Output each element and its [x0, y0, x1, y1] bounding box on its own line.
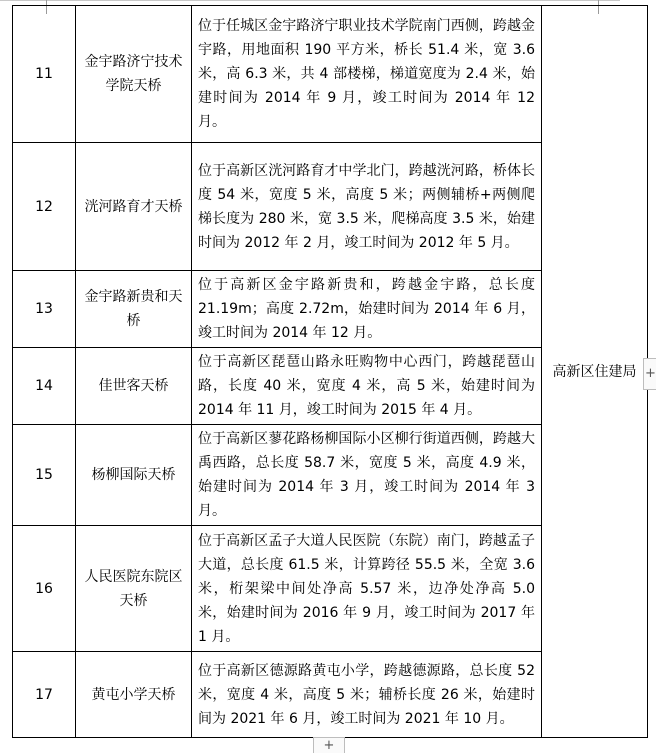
row-number: 11 [13, 6, 76, 143]
row-number: 16 [13, 526, 76, 652]
bridge-name: 金宇路新贵和天桥 [76, 271, 192, 348]
row-number: 13 [13, 271, 76, 348]
row-number: 12 [13, 143, 76, 271]
bridge-name: 杨柳国际天桥 [76, 425, 192, 526]
add-row-button[interactable]: + [313, 737, 345, 753]
footbridge-table [12, 5, 648, 738]
bridge-name: 洸河路育才天桥 [76, 143, 192, 271]
bridge-name: 佳世客天桥 [76, 348, 192, 425]
bridge-description: 位于高新区金宇路新贵和，跨越金宇路，总长度 21.19m；高度 2.72m，始建时间为 2014 年 6 月，竣工时间为 2014 年 12 月。 [192, 271, 542, 348]
row-number: 14 [13, 348, 76, 425]
bridge-description: 位于高新区洸河路育才中学北门，跨越洸河路，桥体长度 54 米，宽度 5 米，高度 5 米；两侧辅桥+两侧爬梯长度为 280 米，宽 3.5 米，爬梯高度 3.5 米，始建时间为 2012 年 2 月，竣工时间为 2012 年 5 月。 [192, 143, 542, 271]
bridge-description: 位于高新区孟子大道人民医院（东院）南门，跨越孟子大道，总长度 61.5 米，计算跨径 55.5 米，全宽 3.6 米，桁架梁中间处净高 5.57 米，边净处净高 5.0 米，始建时间为 2016 年 9 月，竣工时间为 2017 年 1 月。 [192, 526, 542, 652]
page-top-border [0, 0, 620, 1]
bridge-description: 位于高新区德源路黄屯小学，跨越德源路，总长度 52 米，宽度 4 米，高度 5 米；辅桥长度 26 米，始建时间为 2021 年 6 月，竣工时间为 2021 年 10 月。 [192, 652, 542, 738]
bridge-name: 人民医院东院区天桥 [76, 526, 192, 652]
row-number: 15 [13, 425, 76, 526]
bridge-name: 黄屯小学天桥 [76, 652, 192, 738]
table-row [13, 6, 648, 143]
row-number: 17 [13, 652, 76, 738]
bridge-name: 金宇路济宁技术学院天桥 [76, 6, 192, 143]
bridge-description: 位于高新区蓼花路杨柳国际小区柳行街道西侧，跨越大禹西路，总长度 58.7 米，宽度 5 米，高度 4.9 米，始建时间为 2014 年 3 月，竣工时间为 2014 年 3 月。 [192, 425, 542, 526]
bridge-description: 位于高新区琵琶山路永旺购物中心西门，跨越琵琶山路，长度 40 米，宽度 4 米，高 5 米，始建时间为 2014 年 11 月，竣工时间为 2015 年 4 月。 [192, 348, 542, 425]
bridge-description: 位于任城区金宇路济宁职业技术学院南门西侧，跨越金宇路，用地面积 190 平方米，桥长 51.4 米，宽 3.6 米，高 6.3 米，共 4 部楼梯，梯道宽度为 2.4 米，始建时间为 2014 年 9 月，竣工时间为 2014 年 12 月。 [192, 6, 542, 143]
add-column-button[interactable]: + [643, 358, 656, 390]
responsible-unit: 高新区住建局 [542, 6, 648, 738]
